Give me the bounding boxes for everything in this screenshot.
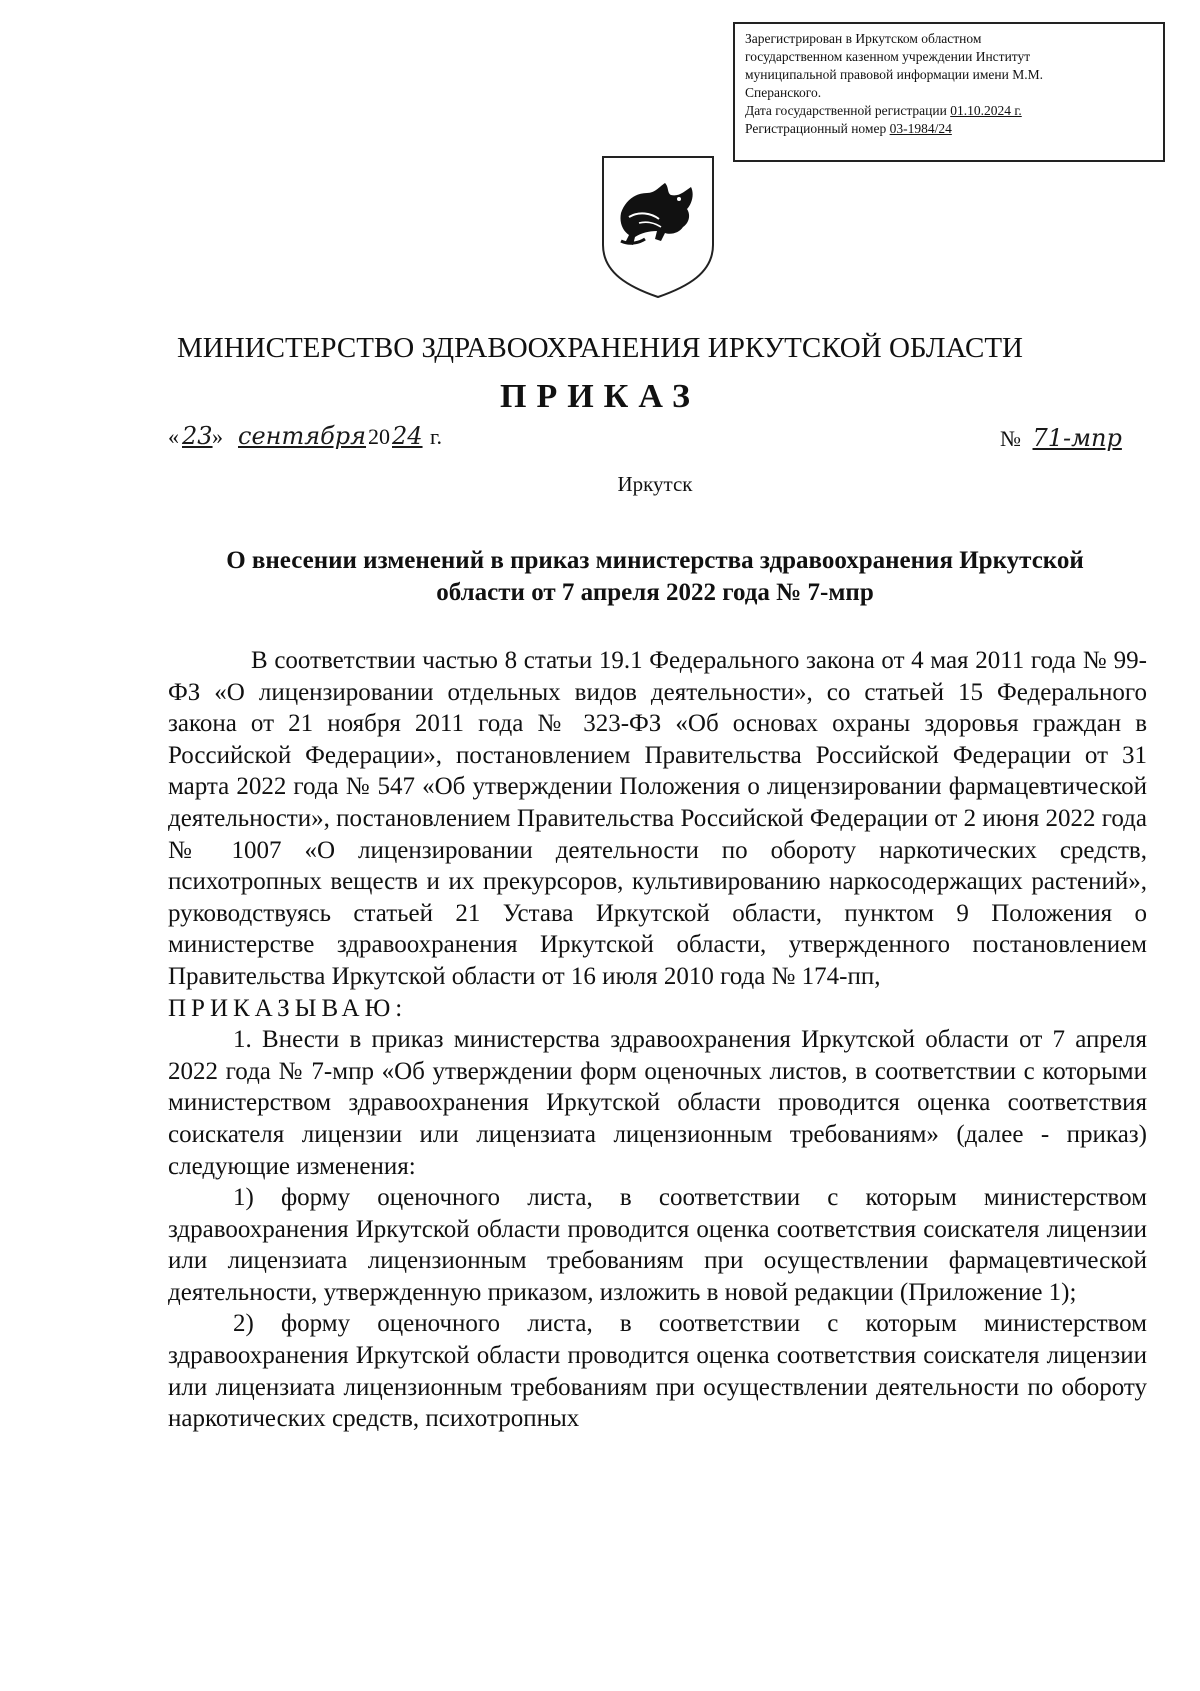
subitem-1-paragraph: 1) форму оценочного листа, в соответствии с которым министерством здравоохранения Иркутской области проводится оценка соответствия соискателя лицензии или лицензиата лицензионным требованиям при осуществлении фармацевтической деятельности, утвержденную приказом, изложить в новой редакции (Приложение 1); — [168, 1184, 1147, 1306]
irkutsk-coat-of-arms-icon — [599, 153, 717, 301]
ministry-name: МИНИСТЕРСТВО ЗДРАВООХРАНЕНИЯ ИРКУТСКОЙ ОБЛАСТИ — [177, 332, 1023, 364]
document-city: Иркутск — [617, 472, 693, 496]
preamble-paragraph: В соответствии частью 8 статьи 19.1 Федерального закона от 4 мая 2011 года № 99-ФЗ «О лицензировании отдельных видов деятельности», со статьей 15 Федерального закона от 21 ноября 2011 года № 323-ФЗ «Об основах охраны здоровья граждан в Российской Федерации», постановлением Правительства Российской Федерации от 31 марта 2022 года № 547 «Об утверждении Положения о лицензировании фармацевтической деятельности», постановлением Правительства Российской Федерации от 2 июня 2022 года № 1007 «О лицензировании деятельности по обороту наркотических средств, психотропных веществ и их прекурсоров, культивированию наркосодержащих растений», руководствуясь статьей 21 Устава Иркутской области, пунктом 9 Положения о министерстве здравоохранения Иркутской области, утвержденного постановлением Правительства Иркутской области от 16 июля 2010 года № 174-пп, — [168, 647, 1147, 990]
stamp-date-value: 01.10.2024 г. — [950, 103, 1022, 118]
order-word: ПРИКАЗЫВАЮ: — [168, 994, 408, 1022]
stamp-line-4: Сперанского. — [745, 85, 822, 100]
stamp-line-3: муниципальной правовой информации имени М.М. — [745, 67, 1043, 82]
title-line-1: О внесении изменений в приказ министерства здравоохранения Иркутской — [226, 547, 1084, 574]
number-label: № — [1000, 426, 1021, 451]
subitem-2-paragraph: 2) форму оценочного листа, в соответствии с которым министерством здравоохранения Иркутской области проводится оценка соответствия соискателя лицензии или лицензиата лицензионным требованиям при осуществлении деятельности по обороту наркотических средств, психотропных — [168, 1310, 1147, 1433]
date-suffix: г. — [430, 424, 443, 449]
registration-stamp — [733, 22, 1165, 162]
stamp-reg-label: Регистрационный номер — [745, 121, 887, 136]
title-line-2: области от 7 апреля 2022 года № 7-мпр — [436, 579, 874, 606]
date-month: сентября — [238, 422, 367, 450]
document-type-title: ПРИКАЗ — [500, 378, 700, 415]
document-body — [168, 645, 1147, 1435]
stamp-registration-number — [745, 120, 1153, 138]
stamp-line-1: Зарегистрирован в Иркутском областном — [745, 31, 982, 46]
stamp-line-2: государственном казенном учреждении Институт — [745, 49, 1031, 64]
date-day: 23 — [182, 422, 213, 450]
number-value: 71-мпр — [1032, 424, 1122, 452]
document-title — [165, 545, 1145, 609]
item-1-paragraph: 1. Внести в приказ министерства здравоохранения Иркутской области от 7 апреля 2022 года № 7-мпр «Об утверждении форм оценочных листов, в соответствии с которыми министерством здравоохранения Иркутской области проводится оценка соответствия соискателя лицензии или лицензиата лицензионным требованиям» (далее - приказ) следующие изменения: — [168, 1026, 1147, 1180]
stamp-reg-value: 03-1984/24 — [889, 121, 952, 136]
document-number — [1000, 424, 1122, 452]
date-year-suffix: 24 — [392, 422, 423, 450]
document-date — [168, 424, 1068, 464]
stamp-date-label: Дата государственной регистрации — [745, 103, 947, 118]
date-close-quote: » — [212, 424, 223, 449]
stamp-registration-date — [745, 102, 1153, 120]
date-year-prefix: 20 — [368, 424, 390, 449]
date-open-quote: « — [168, 424, 179, 449]
